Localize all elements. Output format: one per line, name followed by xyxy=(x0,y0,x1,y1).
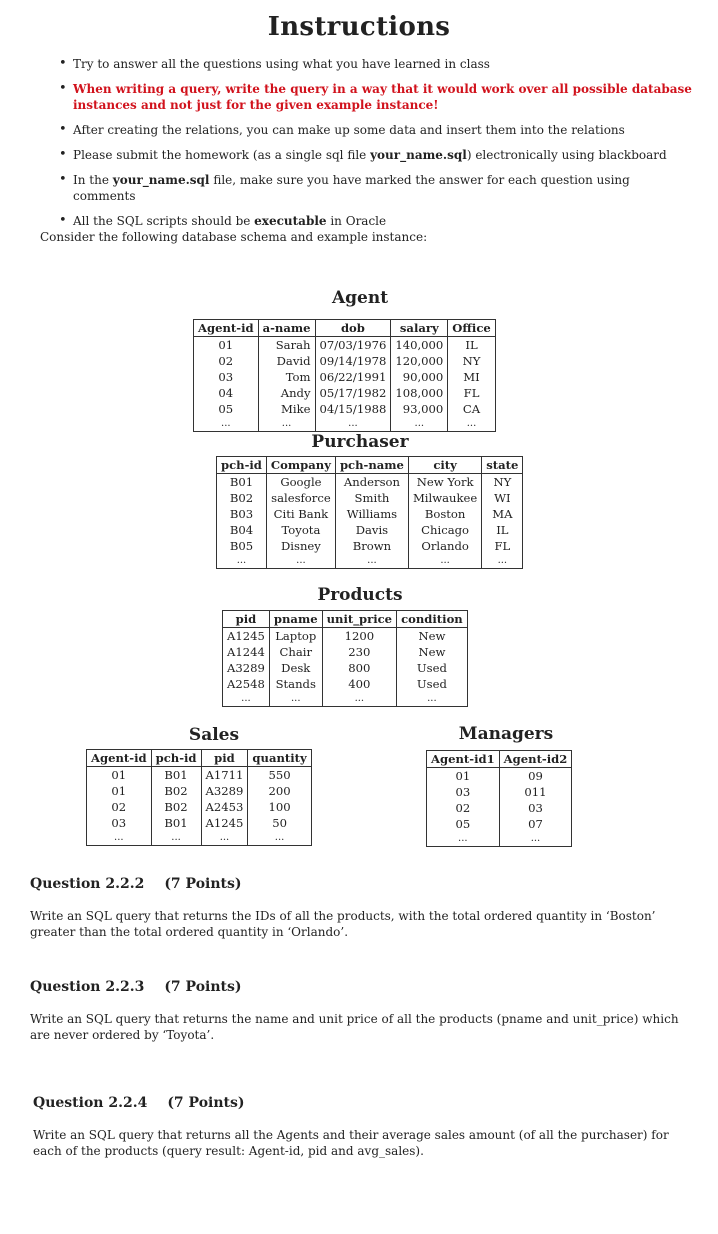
table-row xyxy=(194,337,496,354)
table-cell: 230 xyxy=(322,644,396,660)
table-cell: 800 xyxy=(322,660,396,676)
products-table xyxy=(222,610,468,707)
ellipsis-cell: ... xyxy=(322,692,396,707)
table-row xyxy=(217,522,523,538)
ellipsis-cell: ... xyxy=(427,832,500,847)
table-row xyxy=(194,369,496,385)
table-header-row xyxy=(87,750,312,767)
table-cell: New xyxy=(418,645,446,659)
instruction-text: After creating the relations, you can make up some data and insert them into the relations xyxy=(73,123,625,137)
column-header: Agent-id2 xyxy=(499,751,572,768)
table-cell: Laptop xyxy=(269,628,322,645)
table-cell: Orlando xyxy=(408,538,481,554)
table-cell: 04/15/1988 xyxy=(315,401,391,417)
column-header: Agent-id xyxy=(87,750,152,767)
table-row xyxy=(217,490,523,506)
table-cell: A1711 xyxy=(201,767,248,784)
table-cell: New York xyxy=(408,474,481,491)
question-points: (7 Points) xyxy=(164,979,242,995)
table-cell: 06/22/1991 xyxy=(315,369,391,385)
ellipsis-cell: ... xyxy=(497,555,508,566)
table-cell: 01 xyxy=(87,783,152,799)
column-header: Office xyxy=(448,320,495,337)
table-cell: WI xyxy=(494,491,511,505)
table-row xyxy=(87,799,312,815)
table-row xyxy=(427,768,572,785)
table-cell: 100 xyxy=(268,800,291,814)
table-ellipsis-row xyxy=(427,832,572,847)
table-cell: B01 xyxy=(151,767,201,784)
table-cell: B01 xyxy=(151,815,201,831)
page-title: Instructions xyxy=(267,12,451,42)
table-cell: 011 xyxy=(524,785,547,799)
instruction-text: your_name.sql xyxy=(112,173,210,187)
table-row xyxy=(223,628,468,645)
ellipsis-cell: ... xyxy=(201,831,248,846)
column-header: salary xyxy=(391,320,448,337)
column-header: condition xyxy=(397,611,468,628)
ellipsis-cell: ... xyxy=(269,692,322,707)
instruction-text: file, make sure you have marked the answer for each question using comments xyxy=(73,173,630,203)
table-row xyxy=(223,660,468,676)
ellipsis-cell: ... xyxy=(266,554,335,569)
table-row xyxy=(87,783,312,799)
ellipsis-cell: ... xyxy=(223,692,270,707)
instruction-text: Please submit the homework (as a single sql file xyxy=(73,148,371,162)
table-ellipsis-row xyxy=(87,831,312,846)
table-cell: FL xyxy=(494,539,511,553)
schema-intro: Consider the following database schema and example instance: xyxy=(40,230,428,244)
table-cell: A2453 xyxy=(201,799,248,815)
table-cell: Andy xyxy=(258,385,315,401)
table-cell: A1244 xyxy=(223,644,270,660)
table-cell: 550 xyxy=(268,768,291,782)
table-row xyxy=(427,800,572,816)
sales-table xyxy=(86,749,312,846)
table-cell: B02 xyxy=(217,490,267,506)
column-header: pch-id xyxy=(151,750,201,767)
instruction-text: Try to answer all the questions using what you have learned in class xyxy=(73,57,490,71)
table-cell: 120,000 xyxy=(391,353,448,369)
table-caption-agent: Agent xyxy=(331,288,389,308)
table-cell: 400 xyxy=(322,676,396,692)
question-label: Question 2.2.3 xyxy=(30,979,145,995)
ellipsis-cell: ... xyxy=(466,418,477,429)
purchaser-table xyxy=(216,456,523,569)
column-header: pch-id xyxy=(217,457,267,474)
table-cell: David xyxy=(258,353,315,369)
instruction-text: In the xyxy=(73,173,113,187)
table-header-row xyxy=(427,751,572,768)
instruction-text: ) electronically using blackboard xyxy=(466,148,667,162)
column-header: Agent-id1 xyxy=(427,751,500,768)
table-row xyxy=(87,767,312,784)
table-cell: Brown xyxy=(335,538,408,554)
question-label: Question 2.2.2 xyxy=(30,876,145,892)
table-cell: Anderson xyxy=(335,474,408,491)
ellipsis-cell: ... xyxy=(391,417,448,432)
table-cell: 07 xyxy=(528,817,543,831)
table-caption-purchaser: Purchaser xyxy=(311,432,409,452)
table-cell: Disney xyxy=(266,538,335,554)
table-cell: A2548 xyxy=(223,676,270,692)
table-cell: Toyota xyxy=(266,522,335,538)
agent-table xyxy=(193,319,496,432)
table-cell: IL xyxy=(496,523,509,537)
ellipsis-cell: ... xyxy=(151,831,201,846)
table-cell: 200 xyxy=(268,784,291,798)
table-cell: 07/03/1976 xyxy=(315,337,391,354)
table-cell: Chair xyxy=(269,644,322,660)
table-cell: Used xyxy=(416,677,447,691)
question-label: Question 2.2.4 xyxy=(33,1095,148,1111)
instruction-item xyxy=(55,172,695,204)
question-heading xyxy=(30,979,242,995)
table-cell: Smith xyxy=(335,490,408,506)
table-row xyxy=(194,401,496,417)
ellipsis-cell: ... xyxy=(335,554,408,569)
table-cell: 04 xyxy=(194,385,259,401)
instruction-item xyxy=(55,147,695,163)
ellipsis-cell: ... xyxy=(194,417,259,432)
table-cell: 05/17/1982 xyxy=(315,385,391,401)
ellipsis-cell: ... xyxy=(258,417,315,432)
table-cell: Chicago xyxy=(408,522,481,538)
table-cell: Citi Bank xyxy=(266,506,335,522)
instruction-text: executable xyxy=(254,214,327,228)
table-cell: New xyxy=(418,629,446,643)
table-cell: Sarah xyxy=(258,337,315,354)
instructions-list xyxy=(55,56,695,238)
table-cell: B02 xyxy=(151,783,201,799)
table-cell: Williams xyxy=(335,506,408,522)
table-cell: 01 xyxy=(87,767,152,784)
table-row xyxy=(194,353,496,369)
column-header: pid xyxy=(223,611,270,628)
table-row xyxy=(223,676,468,692)
table-cell: Boston xyxy=(408,506,481,522)
table-cell: A1245 xyxy=(201,815,248,831)
table-caption-products: Products xyxy=(317,585,403,605)
ellipsis-cell: ... xyxy=(427,693,437,704)
table-cell: 50 xyxy=(272,816,287,830)
table-ellipsis-row xyxy=(217,554,523,569)
table-caption-sales: Sales xyxy=(188,725,240,745)
instruction-text: All the SQL scripts should be xyxy=(73,214,255,228)
table-cell: CA xyxy=(462,402,481,416)
table-cell: B01 xyxy=(217,474,267,491)
column-header: dob xyxy=(315,320,391,337)
table-cell: MI xyxy=(463,370,480,384)
table-cell: Google xyxy=(266,474,335,491)
ellipsis-cell: ... xyxy=(530,833,541,844)
table-cell: 02 xyxy=(427,800,500,816)
table-cell: 05 xyxy=(427,816,500,832)
table-cell: 05 xyxy=(194,401,259,417)
column-header: city xyxy=(408,457,481,474)
table-ellipsis-row xyxy=(194,417,496,432)
ellipsis-cell: ... xyxy=(274,832,285,843)
ellipsis-cell: ... xyxy=(315,417,391,432)
table-cell: FL xyxy=(463,386,480,400)
table-cell: B03 xyxy=(217,506,267,522)
table-row xyxy=(87,815,312,831)
table-cell: 02 xyxy=(194,353,259,369)
table-cell: Stands xyxy=(269,676,322,692)
instruction-text: When writing a query, write the query in a way that it would work over all possible database instances and not just for the given example instance! xyxy=(73,82,692,112)
column-header: Agent-id xyxy=(194,320,259,337)
table-cell: NY xyxy=(462,354,481,368)
table-caption-managers: Managers xyxy=(458,724,554,744)
table-cell: A3289 xyxy=(223,660,270,676)
table-row xyxy=(217,474,523,491)
table-row xyxy=(194,385,496,401)
table-cell: 90,000 xyxy=(391,369,448,385)
question-heading xyxy=(30,876,242,892)
question-text: Write an SQL query that returns the name and unit price of all the products (pname and unit_price) which are never ordered by ‘Toyota’. xyxy=(30,1012,679,1042)
column-header: pch-name xyxy=(335,457,408,474)
table-cell: 108,000 xyxy=(391,385,448,401)
instruction-text: in Oracle xyxy=(326,214,387,228)
table-cell: A3289 xyxy=(201,783,248,799)
table-ellipsis-row xyxy=(223,692,468,707)
question-points: (7 Points) xyxy=(167,1095,245,1111)
table-cell: salesforce xyxy=(266,490,335,506)
table-header-row xyxy=(194,320,496,337)
table-cell: MA xyxy=(492,507,513,521)
question-points: (7 Points) xyxy=(164,876,242,892)
table-cell: Used xyxy=(416,661,447,675)
table-cell: 01 xyxy=(194,337,259,354)
table-cell: 03 xyxy=(194,369,259,385)
table-cell: A1245 xyxy=(223,628,270,645)
table-cell: Tom xyxy=(258,369,315,385)
table-cell: Davis xyxy=(335,522,408,538)
column-header: pid xyxy=(201,750,248,767)
table-cell: Desk xyxy=(269,660,322,676)
table-row xyxy=(427,784,572,800)
table-cell: B02 xyxy=(151,799,201,815)
table-cell: 09 xyxy=(528,769,543,783)
table-cell: 03 xyxy=(528,801,543,815)
table-cell: 1200 xyxy=(322,628,396,645)
table-cell: 09/14/1978 xyxy=(315,353,391,369)
ellipsis-cell: ... xyxy=(87,831,152,846)
ellipsis-cell: ... xyxy=(217,554,267,569)
table-cell: B04 xyxy=(217,522,267,538)
question-heading xyxy=(33,1095,245,1111)
table-cell: 140,000 xyxy=(391,337,448,354)
table-cell: B05 xyxy=(217,538,267,554)
instruction-item xyxy=(55,56,695,72)
table-cell: 03 xyxy=(87,815,152,831)
table-row xyxy=(427,816,572,832)
table-cell: 93,000 xyxy=(391,401,448,417)
table-row xyxy=(217,538,523,554)
table-header-row xyxy=(217,457,523,474)
table-cell: NY xyxy=(493,475,512,489)
table-cell: 02 xyxy=(87,799,152,815)
column-header: pname xyxy=(269,611,322,628)
managers-table xyxy=(426,750,572,847)
table-row xyxy=(223,644,468,660)
instruction-item xyxy=(55,81,695,113)
table-cell: Milwaukee xyxy=(408,490,481,506)
column-header: quantity xyxy=(248,750,311,767)
column-header: a-name xyxy=(258,320,315,337)
ellipsis-cell: ... xyxy=(408,554,481,569)
table-cell: 03 xyxy=(427,784,500,800)
instruction-item xyxy=(55,213,695,229)
column-header: unit_price xyxy=(322,611,396,628)
question-text: Write an SQL query that returns all the Agents and their average sales amount (of all the purchaser) for each of the products (query result: Agent-id, pid and avg_sales). xyxy=(33,1128,669,1158)
instruction-text: your_name.sql xyxy=(370,148,467,162)
table-row xyxy=(217,506,523,522)
instruction-item xyxy=(55,122,695,138)
question-text: Write an SQL query that returns the IDs of all the products, with the total ordered quantity in ‘Boston’ greater than the total ordered quantity in ‘Orlando’. xyxy=(30,909,656,939)
table-cell: IL xyxy=(465,338,478,352)
table-cell: 01 xyxy=(427,768,500,785)
table-cell: Mike xyxy=(258,401,315,417)
column-header: Company xyxy=(266,457,335,474)
table-header-row xyxy=(223,611,468,628)
column-header: state xyxy=(482,457,523,474)
